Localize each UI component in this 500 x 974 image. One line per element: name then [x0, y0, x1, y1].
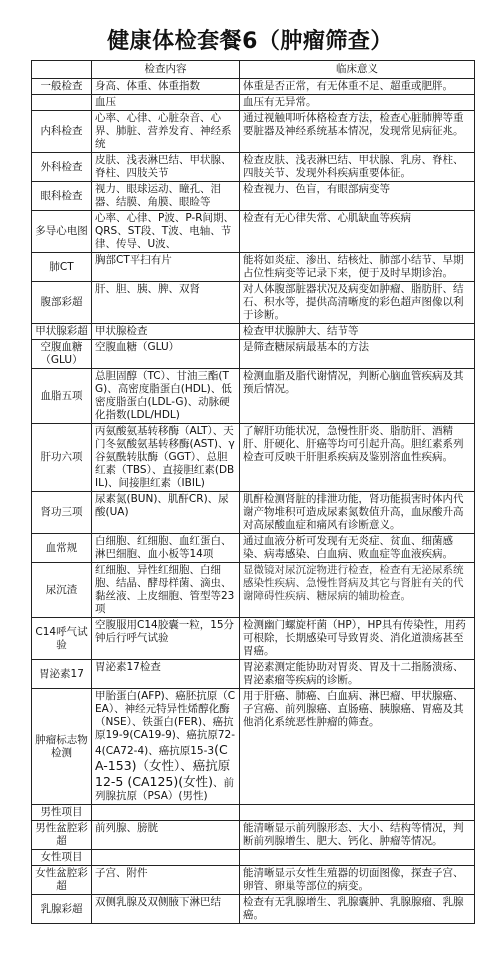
- table-row: [32, 895, 475, 924]
- table-row: [32, 282, 475, 324]
- table-row: [32, 211, 475, 253]
- row-category: 内科检查: [32, 111, 92, 153]
- header-meaning: 临床意义: [240, 61, 475, 79]
- row-meaning: 显微镜对尿沉淀物进行检查，检查有无泌尿系统感染性疾病、急慢性肾病及其它与肾脏有关的代谢障碍性疾病、糖尿病的辅助检查。: [240, 563, 475, 618]
- row-content: 尿素氮(BUN)、肌酐CR)、尿酸(UA): [92, 492, 240, 534]
- row-meaning: 能清晰显示女性生殖器的切面图像，探查子宫、卵管、卵巢等部位的病变。: [240, 866, 475, 895]
- row-category: 肺CT: [32, 253, 92, 282]
- row-content: 白细胞、红细胞、血红蛋白、淋巴细胞、血小板等14项: [92, 534, 240, 563]
- table-row: [32, 95, 475, 111]
- table-row: [32, 111, 475, 153]
- row-category: 男性项目: [32, 805, 92, 821]
- row-category: 眼科检查: [32, 182, 92, 211]
- row-content: 双侧乳腺及双侧腋下淋巴结: [92, 895, 240, 924]
- table-row: [32, 369, 475, 424]
- row-meaning: 通过血液分析可发现有无炎症、贫血、细菌感染、病毒感染、白血病、败血症等血液疾病。: [240, 534, 475, 563]
- row-category: C14呼气试验: [32, 618, 92, 660]
- row-meaning: 检查有无心律失常、心肌缺血等疾病: [240, 211, 475, 253]
- row-content: 甲状腺检查: [92, 324, 240, 340]
- row-content: 总胆固醇（TC）、甘油三酯(TG)、高密度脂蛋白(HDL)、低密度脂蛋白(LDL-G)、动脉硬化指数(LDL/HDL): [92, 369, 240, 424]
- table-row: [32, 618, 475, 660]
- tumor-markers-female: (CA-153)（女性）、癌抗原12-5 (CA125)(女性): [95, 742, 231, 789]
- row-category: 血常规: [32, 534, 92, 563]
- table-row: [32, 324, 475, 340]
- table-header: [32, 61, 475, 79]
- row-category: [32, 95, 92, 111]
- tumor-markers-text: 甲胎蛋白(AFP)、癌胚抗原（CEA）、神经元特异性烯醇化酶（NSE）、铁蛋白(FER)、癌抗原19-9(CA19-9)、癌抗原72-4(CA72-4)、癌抗原15-3: [95, 690, 236, 757]
- row-content: 心率、心律、心脏杂音、心界、肺脏、营养发育、神经系统: [92, 111, 240, 153]
- row-meaning: 是筛查糖尿病最基本的方法: [240, 340, 475, 369]
- row-meaning: 检查皮肤、浅表淋巴结、甲状腺、乳房、脊柱、四肢关节、发现外科疾病重要体征。: [240, 153, 475, 182]
- table-row: [32, 563, 475, 618]
- row-meaning: [240, 805, 475, 821]
- row-meaning: 体重是否正常，有无体重不足、超重或肥胖。: [240, 79, 475, 95]
- row-category: 乳腺彩超: [32, 895, 92, 924]
- row-content: 视力、眼球运动、瞳孔、泪器、结膜、角膜、眼睑等: [92, 182, 240, 211]
- row-meaning: 了解肝功能状况，急慢性肝炎、脂肪肝、酒精肝、肝硬化、肝癌等均可引起升高。胆红素系列检查可反映干肝胆系疾病及鉴别溶血性疾病。: [240, 424, 475, 492]
- table-row: [32, 340, 475, 369]
- row-category: 甲状腺彩超: [32, 324, 92, 340]
- row-meaning: 肌酐检测肾脏的排泄功能，肾功能损害时体内代谢产物堆积可造成尿素氮数值升高，血尿酸升高对高尿酸血症和痛风有诊断意义。: [240, 492, 475, 534]
- row-meaning: 通过视触叩听体格检查方法，检查心脏肺脾等重要脏器及神经系统基本情况，发现常见病征兆。: [240, 111, 475, 153]
- row-content: 空腹血糖（GLU）: [92, 340, 240, 369]
- row-content: [92, 850, 240, 866]
- row-meaning: 胃泌素测定能协助对胃炎、胃及十二指肠溃疡、胃泌素瘤等疾病的诊断。: [240, 660, 475, 689]
- table-row: [32, 850, 475, 866]
- row-category: 女性盆腔彩超: [32, 866, 92, 895]
- row-meaning: 能将如炎症、渗出、结核灶、肺部小结节、早期占位性病变等记录下来，便于及时早期诊治。: [240, 253, 475, 282]
- row-content: 血压: [92, 95, 240, 111]
- row-meaning: 检查视力、色盲，有眼部病变等: [240, 182, 475, 211]
- row-content: 前列腺、膀胱: [92, 821, 240, 850]
- row-content: 胸部CT平扫有片: [92, 253, 240, 282]
- row-category: 一般检查: [32, 79, 92, 95]
- row-category: 女性项目: [32, 850, 92, 866]
- row-meaning: 检查有无乳腺增生、乳腺囊肿、乳腺腺瘤、乳腺癌。: [240, 895, 475, 924]
- table-row: [32, 253, 475, 282]
- row-content: 红细胞、异性红细胞、白细胞、结晶、酵母样菌、滴虫、黏丝液、上皮细胞、管型等23项: [92, 563, 240, 618]
- table-row: [32, 424, 475, 492]
- row-content: 丙氨酸氨基转移酶（ALT）、天门冬氨酸氨基转移酶(AST)、γ谷氨酰转肽酶（GGT）、总胆红素（TBS）、直接胆红素(DBIL)、间接胆红素（IBIL): [92, 424, 240, 492]
- row-meaning: 对人体腹部脏器状况及病变如肿瘤、脂肪肝、结石、积水等，提供高清晰度的彩色超声图像以利于诊断。: [240, 282, 475, 324]
- table-row: [32, 492, 475, 534]
- row-category: 尿沉渣: [32, 563, 92, 618]
- table-row: [32, 182, 475, 211]
- tumor-markers-male: 、前列腺抗原（PSA）(男性): [95, 777, 234, 802]
- row-meaning: 检查甲状腺肿大、结节等: [240, 324, 475, 340]
- row-category: 肾功三项: [32, 492, 92, 534]
- row-category: 胃泌素17: [32, 660, 92, 689]
- row-meaning: 检测血脂及脂代谢情况，判断心脑血管疾病及其预后情况。: [240, 369, 475, 424]
- header-category: [32, 61, 92, 79]
- row-category: 腹部彩超: [32, 282, 92, 324]
- table-row: [32, 660, 475, 689]
- row-meaning: 用于肝癌、肺癌、白血病、淋巴瘤、甲状腺癌、子宫癌、前列腺癌、直肠癌、胰腺癌、胃癌及其他消化系统恶性肿瘤的筛查。: [240, 689, 475, 805]
- row-content: 肝、胆、胰、脾、双肾: [92, 282, 240, 324]
- table-row: [32, 866, 475, 895]
- row-category: 空腹血糖（GLU）: [32, 340, 92, 369]
- page-title: 健康体检套餐6（肿瘤筛查）: [107, 29, 393, 54]
- header-content: 检查内容: [92, 61, 240, 79]
- row-content: 胃泌素17检查: [92, 660, 240, 689]
- row-content: [92, 689, 240, 805]
- table-row: [32, 689, 475, 805]
- table-row: [32, 153, 475, 182]
- row-meaning: 能清晰显示前列腺形态、大小、结构等情况，判断前列腺增生、肥大、钙化、肿瘤等情况。: [240, 821, 475, 850]
- row-category: 多导心电图: [32, 211, 92, 253]
- row-content: [92, 805, 240, 821]
- row-content: 空腹服用C14胶囊一粒，15分钟后行呼气试验: [92, 618, 240, 660]
- row-meaning: 血压有无异常。: [240, 95, 475, 111]
- row-category: 男性盆腔彩超: [32, 821, 92, 850]
- row-category: 肿瘤标志物检测: [32, 689, 92, 805]
- table-row: [32, 534, 475, 563]
- row-category: 血脂五项: [32, 369, 92, 424]
- row-category: 肝功六项: [32, 424, 92, 492]
- table-row: [32, 821, 475, 850]
- exam-table: [31, 60, 475, 924]
- row-content: 身高、体重、体重指数: [92, 79, 240, 95]
- row-meaning: [240, 850, 475, 866]
- row-content: 皮肤、浅表淋巴结、甲状腺、脊柱、四肢关节: [92, 153, 240, 182]
- row-category: 外科检查: [32, 153, 92, 182]
- row-content: 心率、心律、P波、P-R间期、QRS、ST段、T波、电轴、节律、传导、U波、: [92, 211, 240, 253]
- row-meaning: 检测幽门螺旋杆菌（HP），HP具有传染性，用药可根除，长期感染可导致胃炎、消化道溃疡甚至胃癌。: [240, 618, 475, 660]
- table-row: [32, 805, 475, 821]
- row-content: 子宫、附件: [92, 866, 240, 895]
- table-row: [32, 79, 475, 95]
